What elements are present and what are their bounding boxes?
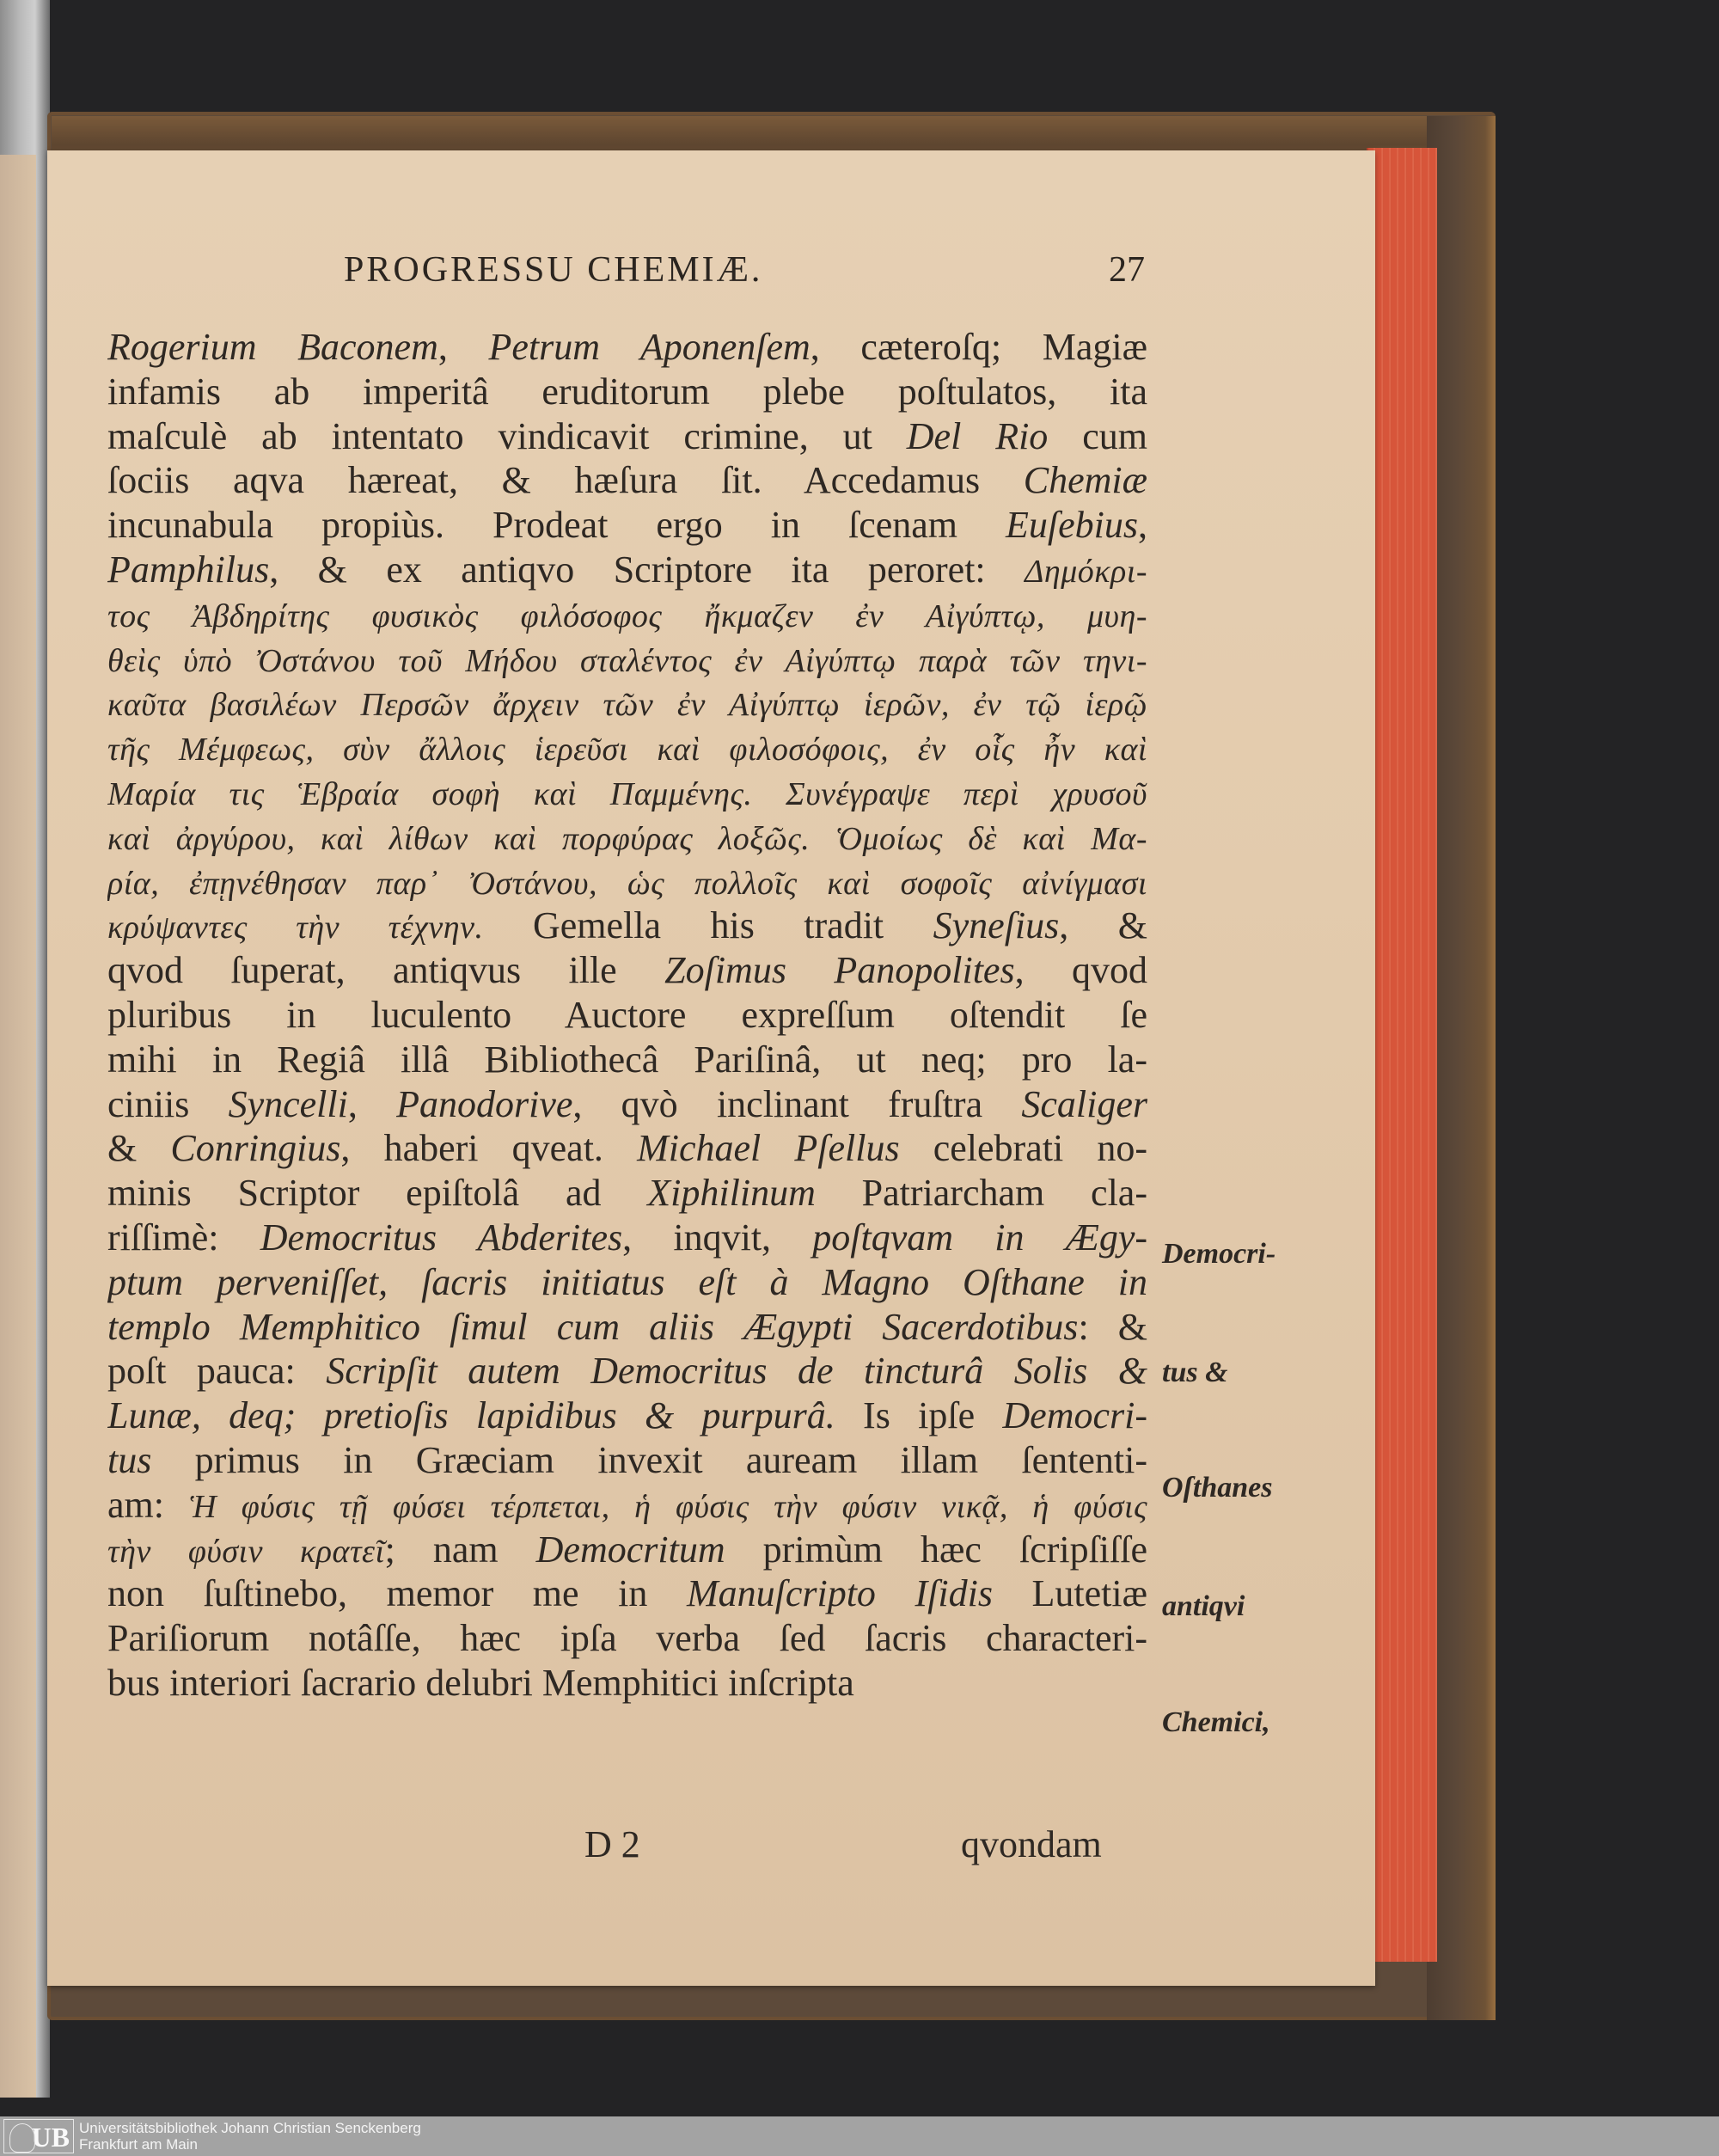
text-line [107,860,1147,904]
text-line [107,548,1147,592]
roman-text: infamis ab imperitâ eruditorum plebe poſtulatos, ita [107,370,1147,413]
roman-text: Is ipſe [835,1394,1003,1437]
adjacent-page-strip [0,0,50,2098]
text-line [107,1349,1147,1393]
portrait-icon [9,2123,35,2153]
red-page-edges [1367,148,1437,1962]
text-line [107,1216,1147,1260]
roman-text: pluribus in luculento Auctore expreſſum oſtendit ſe [107,993,1147,1036]
text-line [107,726,1147,770]
italic-text: Zoſimus Panopolites [664,949,1015,992]
italic-text: Michael Pſellus [637,1127,900,1170]
greek-text: τος Ἀβδηρίτης φυσικὸς φιλόσοφος ἤκμαζεν ἐν Αἰγύπτῳ, μυη- [107,597,1147,634]
text-line [107,1393,1147,1438]
italic-text: Democri- [1002,1394,1147,1437]
roman-text: cum [1048,414,1147,457]
roman-text: , & [1059,904,1147,947]
text-line [107,1616,1147,1661]
roman-text: minis Scriptor epiſtolâ ad [107,1172,648,1215]
text-line [107,1260,1147,1305]
italic-text: Pamphilus [107,548,270,591]
body-text [107,325,1147,1706]
roman-text: am: [107,1483,190,1526]
roman-text: , [437,326,489,368]
marginal-note-line: antiqvi [1162,1590,1245,1622]
roman-text: maſculè ab intentato vindicavit crimine, ut [107,414,907,457]
text-line [107,458,1147,503]
italic-text: Scaliger [1021,1082,1147,1125]
italic-text: ptum perveniſſet, ſacris initiatus eſt à Magno Oſthane in [107,1260,1147,1303]
italic-text: Democritum [535,1528,725,1571]
roman-text: Gemella his tradit [483,904,933,947]
text-line [107,1528,1147,1572]
roman-text: , [347,1082,397,1125]
text-line [107,1438,1147,1483]
italic-text: tus [107,1438,152,1481]
roman-text: , cæteroſq; Magiæ [810,326,1147,368]
institution-line-2: Frankfurt am Main [79,2136,198,2153]
italic-text: Panodorive [396,1082,573,1125]
roman-text: , inqvit, [622,1216,813,1259]
italic-text: Chemiæ [1023,459,1147,502]
cover-right-edge [1427,116,1496,2020]
greek-text: κρύψαντες τὴν τέχνην. [107,910,484,946]
text-line [107,681,1147,726]
logo-text: UB [31,2122,70,2153]
roman-text: mihi in Regiâ illâ Bibliothecâ Pariſinâ, ut neq; pro la- [107,1038,1147,1081]
italic-text: Conringius [170,1127,341,1170]
roman-text: primus in Græciam invexit auream illam ſententi- [151,1438,1147,1481]
text-line [107,370,1147,414]
roman-text: , qvod [1014,949,1147,992]
text-line [107,993,1147,1038]
text-line [107,1305,1147,1350]
greek-text: ρία, ἐπῃνέθησαν παρ᾽ Ὀστάνου, ὡς πολλοῖς καὶ σοφοῖς αἰνίγμασι [107,865,1147,902]
italic-text: Syneſius [933,904,1060,947]
adjacent-page-paper [0,155,36,2098]
text-line [107,770,1147,815]
roman-text: & [107,1127,171,1170]
roman-text: : & [1078,1305,1147,1348]
text-line [107,1571,1147,1616]
greek-text: τῆς Μέμφεως, σὺν ἄλλοις ἱερεῦσι καὶ φιλοσόφοις, ἐν οἷς ἦν καὶ [107,732,1147,769]
text-line [107,592,1147,637]
roman-text: celebrati no- [899,1127,1147,1170]
greek-text: θεὶς ὑπὸ Ὀστάνου τοῦ Μήδου σταλέντος ἐν Αἰγύπτῳ παρὰ τῶν τηνι- [107,642,1147,679]
page-number: 27 [1109,250,1145,290]
roman-text: ciniis [107,1082,229,1125]
library-footer [0,2116,1719,2156]
signature-mark: D 2 [584,1823,640,1865]
text-line [107,948,1147,993]
italic-text: Xiphilinum [647,1172,816,1215]
marginal-note-line: Oſthanes [1162,1472,1273,1504]
italic-text: Petrum Aponenſem [488,326,811,368]
text-line [107,1171,1147,1216]
marginal-note-line: tus & [1162,1357,1228,1388]
roman-text: ſociis aqva hæreat, & hæſura ſit. Accedamus [107,459,1024,502]
roman-text: ; nam [384,1528,536,1571]
running-head: PROGRESSU CHEMIÆ. [344,250,763,290]
greek-text: Ἡ φύσις τῇ φύσει τέρπεται, ἡ φύσις τὴν φύσιν νικᾷ, ἡ φύσις [189,1488,1147,1525]
roman-text: bus interiori ſacrario delubri Memphitici inſcripta [107,1661,854,1704]
greek-text: Δημόκρι- [1025,553,1147,590]
roman-text: non ſuſtinebo, memor me in [107,1572,687,1615]
text-line [107,1126,1147,1171]
roman-text: primùm hæc ſcripſiſſe [725,1528,1147,1571]
italic-text: Euſebius [1006,504,1138,547]
text-line [107,1483,1147,1528]
italic-text: Syncelli [228,1082,348,1125]
roman-text: incunabula propiùs. Prodeat ergo in ſcenam [107,504,1006,547]
italic-text: templo Memphitico ſimul cum aliis Ægypti Sacerdotibus [107,1305,1079,1348]
text-line [107,815,1147,860]
text-line [107,325,1147,370]
institution-name [79,2120,421,2153]
greek-text: Μαρία τις Ἑβραία σοφὴ καὶ Παμμένης. Συνέγραψε περὶ χρυσοῦ [107,775,1147,812]
text-line [107,1661,1147,1706]
italic-text: Rogerium Baconem [107,326,438,368]
roman-text: Lutetiæ [992,1572,1147,1615]
roman-text: poſt pauca: [107,1350,327,1393]
italic-text: Lunæ, deq; pretioſis lapidibus & purpurâ. [107,1394,835,1437]
roman-text: Pariſiorum notâſſe, hæc ipſa verba ſed ſacris characteri- [107,1617,1147,1660]
italic-text: Democritus Abderites [260,1216,623,1259]
text-line [107,1038,1147,1082]
greek-text: καῦτα βασιλέων Περσῶν ἄρχειν τῶν ἐν Αἰγύπτῳ ἱερῶν, ἐν τῷ ἱερῷ [107,687,1147,724]
marginal-note-line: Chemici, [1162,1706,1270,1738]
library-logo [3,2119,74,2153]
roman-text: , & ex antiqvo Scriptore ita peroret: [269,548,1025,591]
text-line [107,503,1147,548]
roman-text: , haberi qveat. [340,1127,638,1170]
text-line [107,903,1147,948]
roman-text: , [1138,504,1147,547]
text-line [107,637,1147,682]
roman-text: qvod ſuperat, antiqvus ille [107,949,665,992]
greek-text: καὶ ἀργύρου, καὶ λίθων καὶ πορφύρας λοξῶς. Ὁμοίως δὲ καὶ Μα- [107,820,1147,857]
italic-text: Scripſit autem Democritus de tincturâ Solis & [326,1350,1147,1393]
roman-text: riſſimè: [107,1216,260,1259]
greek-text: τὴν φύσιν κρατεῖ [107,1533,385,1570]
roman-text: , qvò inclinant fruſtra [572,1082,1022,1125]
italic-text: Del Rio [906,414,1049,457]
institution-line-1: Universitätsbibliothek Johann Christian Senckenberg [79,2120,421,2136]
roman-text: Patriarcham cla- [815,1172,1147,1215]
catchword: qvondam [961,1823,1102,1865]
text-line [107,414,1147,459]
marginal-note-line: Democri- [1162,1238,1276,1270]
italic-text: poſtqvam in Ægy- [812,1216,1147,1259]
italic-text: Manuſcripto Iſidis [686,1572,993,1615]
text-line [107,1082,1147,1127]
